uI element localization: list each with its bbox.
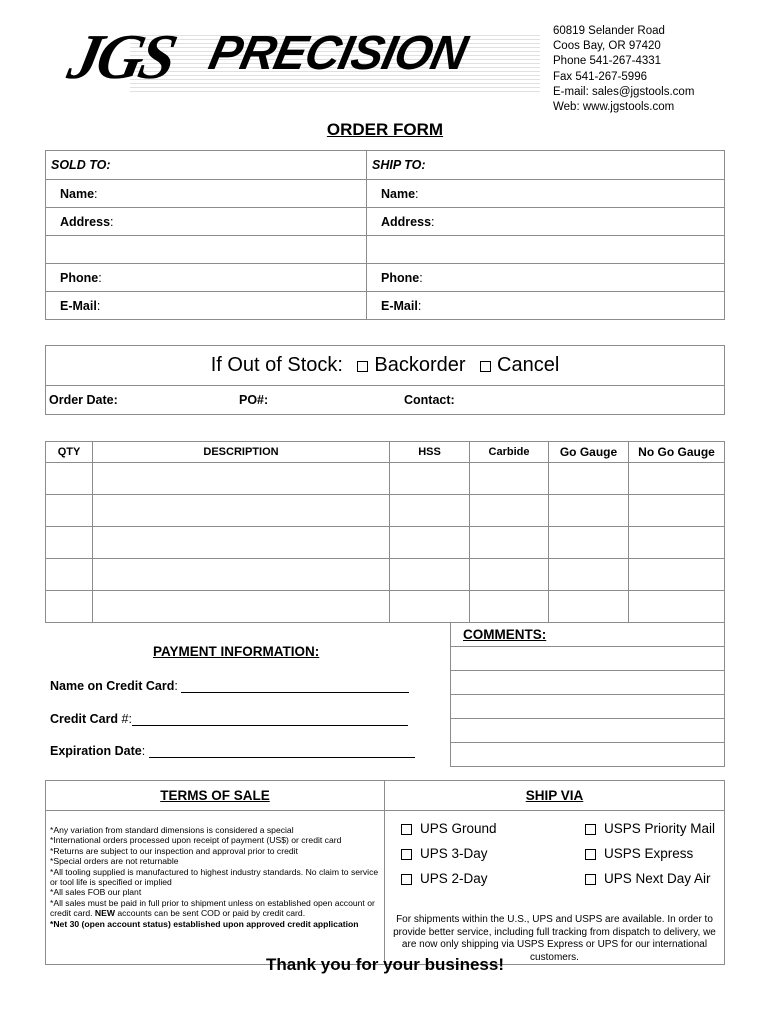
ship-to-phone-colon: : — [419, 270, 423, 285]
backorder-checkbox[interactable] — [357, 361, 368, 372]
credit-card-input[interactable] — [132, 713, 408, 726]
ship-to-heading: SHIP TO: — [372, 158, 426, 172]
hss-cell[interactable] — [390, 495, 470, 527]
qty-cell[interactable] — [46, 527, 93, 559]
qty-cell[interactable] — [46, 591, 93, 623]
ship-to-name-colon: : — [415, 186, 419, 201]
comments-heading: COMMENTS: — [463, 626, 547, 642]
usps-express-label: USPS Express — [604, 846, 694, 861]
col-go-gauge: Go Gauge — [549, 442, 629, 463]
no-go-gauge-cell[interactable] — [629, 527, 725, 559]
comments-header — [451, 623, 725, 647]
ship-to-name-label: Name — [381, 186, 416, 201]
company-city: Coos Bay, OR 97420 — [553, 40, 661, 53]
go-gauge-cell[interactable] — [549, 559, 629, 591]
ship-to-email-colon: : — [417, 298, 422, 313]
comments-table — [450, 622, 725, 767]
cancel-label: Cancel — [497, 354, 560, 376]
company-address: 60819 Selander Road — [553, 25, 665, 37]
table-row — [46, 527, 725, 559]
sold-to-heading: SOLD TO: — [51, 158, 111, 172]
no-go-gauge-cell[interactable] — [629, 591, 725, 623]
ship-via-body — [385, 811, 725, 965]
ship-to-phone-field[interactable] — [367, 264, 725, 292]
ups-2day-label: UPS 2-Day — [420, 871, 488, 886]
sold-to-email-label: E-Mail — [60, 298, 97, 313]
description-cell[interactable] — [93, 463, 390, 495]
ship-to-phone-label: Phone — [381, 270, 420, 285]
sold-to-phone-label: Phone — [60, 270, 99, 285]
carbide-cell[interactable] — [470, 559, 549, 591]
terms-line: *All sales FOB our plant — [50, 887, 142, 898]
po-label: PO#: — [239, 393, 269, 407]
sold-to-email-colon: : — [96, 298, 101, 313]
cancel-checkbox[interactable] — [480, 361, 491, 372]
company-contact-block — [553, 24, 694, 115]
hss-cell[interactable] — [390, 463, 470, 495]
expiration-input[interactable] — [149, 745, 415, 758]
ship-to-address-colon: : — [431, 214, 435, 229]
comments-line[interactable] — [451, 743, 725, 767]
out-of-stock-label: If Out of Stock: — [210, 354, 343, 376]
comments-line[interactable] — [451, 647, 725, 671]
credit-card-row — [50, 712, 408, 726]
ship-option-ups-next-day[interactable] — [585, 871, 711, 886]
carbide-cell[interactable] — [470, 591, 549, 623]
ship-option-usps-priority[interactable] — [585, 821, 715, 836]
ship-to-email-label: E-Mail — [381, 298, 418, 313]
ups-2day-checkbox[interactable] — [401, 874, 412, 885]
sold-to-phone-colon: : — [98, 270, 102, 285]
col-qty: QTY — [46, 442, 93, 463]
ups-3day-label: UPS 3-Day — [420, 846, 488, 861]
payment-heading: PAYMENT INFORMATION: — [153, 644, 320, 659]
ship-to-address-line-2[interactable] — [367, 236, 725, 264]
ship-to-address-label: Address — [381, 214, 432, 229]
terms-line-emphasis: NEW — [94, 908, 115, 919]
qty-cell[interactable] — [46, 463, 93, 495]
items-header-row — [46, 442, 725, 463]
go-gauge-cell[interactable] — [549, 463, 629, 495]
credit-card-label: Credit Card — [50, 712, 119, 726]
ship-via-note: For shipments within the U.S., UPS and USPS are available. In order to provide better service, including full tracking from dispatch to delivery, we are now only shipping via USPS Express or UPS for our international customers. — [393, 914, 716, 963]
expiration-colon: : — [141, 744, 146, 758]
terms-heading: TERMS OF SALE — [160, 787, 270, 803]
no-go-gauge-cell[interactable] — [629, 495, 725, 527]
comments-line[interactable] — [451, 671, 725, 695]
sold-to-address-colon: : — [110, 214, 114, 229]
sold-to-name-field[interactable] — [46, 180, 367, 208]
sold-to-phone-field[interactable] — [46, 264, 367, 292]
name-on-card-label: Name on Credit Card — [50, 679, 175, 693]
sold-to-address-field[interactable] — [46, 208, 367, 236]
go-gauge-cell[interactable] — [549, 591, 629, 623]
terms-text — [50, 825, 382, 929]
description-cell[interactable] — [93, 527, 390, 559]
name-on-card-input[interactable] — [181, 680, 409, 693]
terms-shipvia-table — [45, 780, 725, 965]
ship-option-ups-3day[interactable] — [401, 846, 488, 861]
hss-cell[interactable] — [390, 559, 470, 591]
ship-options — [391, 821, 718, 901]
table-row — [46, 559, 725, 591]
terms-line: *Special orders are not returnable — [50, 856, 179, 867]
address-table — [45, 150, 725, 320]
no-go-gauge-cell[interactable] — [629, 463, 725, 495]
comments-line[interactable] — [451, 695, 725, 719]
contact-label: Contact: — [404, 393, 455, 407]
terms-line-part: *All sales must be paid in full prior to shipment unless on established open account or credit card. — [50, 897, 375, 919]
ups-3day-checkbox[interactable] — [401, 849, 412, 860]
description-cell[interactable] — [93, 559, 390, 591]
ship-option-ups-2day[interactable] — [401, 871, 488, 886]
terms-line: *All tooling supplied is manufactured to highest industry standards. No claim to service or tool life is specified or implied — [50, 866, 379, 888]
carbide-cell[interactable] — [470, 527, 549, 559]
form-title: ORDER FORM — [326, 120, 444, 139]
terms-body — [46, 811, 385, 965]
po-field[interactable] — [239, 386, 404, 415]
description-cell[interactable] — [93, 591, 390, 623]
col-carbide: Carbide — [470, 442, 549, 463]
expiration-row — [50, 744, 415, 758]
thank-you-message: Thank you for your business! — [265, 955, 505, 974]
ship-via-heading: SHIP VIA — [525, 787, 584, 803]
terms-line: *International orders processed upon receipt of payment (US$) or credit card — [50, 835, 342, 846]
items-table — [45, 441, 725, 623]
order-date-field[interactable] — [46, 386, 240, 415]
terms-line — [50, 898, 382, 919]
hss-cell[interactable] — [390, 591, 470, 623]
order-info-table — [45, 345, 725, 415]
ship-to-address-field[interactable] — [367, 208, 725, 236]
name-on-card-row — [50, 679, 409, 693]
terms-line: *Any variation from standard dimensions is considered a special — [50, 825, 294, 835]
hss-cell[interactable] — [390, 527, 470, 559]
carbide-cell[interactable] — [470, 495, 549, 527]
ups-ground-label: UPS Ground — [420, 821, 497, 836]
company-logo — [62, 21, 540, 100]
out-of-stock-row — [46, 346, 725, 386]
ship-to-header — [367, 151, 725, 180]
go-gauge-cell[interactable] — [549, 527, 629, 559]
carbide-cell[interactable] — [470, 463, 549, 495]
order-date-label: Order Date: — [49, 393, 118, 407]
table-row — [46, 495, 725, 527]
credit-card-number-suffix: #: — [118, 712, 132, 726]
ship-option-usps-express[interactable] — [585, 846, 693, 861]
description-cell[interactable] — [93, 495, 390, 527]
expiration-label: Expiration Date — [50, 744, 142, 758]
table-row — [46, 463, 725, 495]
terms-line: *Returns are subject to our inspection and approval prior to credit — [50, 845, 298, 856]
ship-option-ups-ground[interactable] — [401, 821, 497, 836]
usps-priority-label: USPS Priority Mail — [604, 821, 716, 836]
company-web: Web: www.jgstools.com — [553, 101, 675, 114]
ship-to-name-field[interactable] — [367, 180, 725, 208]
comments-line[interactable] — [451, 719, 725, 743]
sold-to-address-label: Address — [60, 214, 111, 229]
qty-cell[interactable] — [46, 559, 93, 591]
ship-to-email-field[interactable] — [367, 292, 725, 320]
logo-text-precision: PRECISION — [204, 27, 471, 80]
ups-next-day-label: UPS Next Day Air — [604, 871, 711, 886]
col-hss: HSS — [390, 442, 470, 463]
ups-ground-checkbox[interactable] — [401, 824, 412, 835]
qty-cell[interactable] — [46, 495, 93, 527]
sold-to-header — [46, 151, 367, 180]
usps-priority-checkbox[interactable] — [585, 824, 596, 835]
terms-header — [46, 781, 385, 811]
contact-field[interactable] — [404, 386, 725, 415]
col-description: DESCRIPTION — [93, 442, 390, 463]
terms-line: *Net 30 (open account status) established upon approved credit application — [50, 918, 359, 929]
no-go-gauge-cell[interactable] — [629, 559, 725, 591]
company-fax: Fax 541-267-5996 — [553, 70, 647, 83]
sold-to-email-field[interactable] — [46, 292, 367, 320]
go-gauge-cell[interactable] — [549, 495, 629, 527]
company-phone: Phone 541-267-4331 — [553, 55, 662, 68]
logo-text-jgs: JGS — [62, 21, 180, 92]
table-row — [46, 591, 725, 623]
sold-to-name-label: Name — [60, 186, 95, 201]
ups-next-day-checkbox[interactable] — [585, 874, 596, 885]
backorder-label: Backorder — [374, 354, 466, 376]
terms-line-part: accounts can be sent COD or paid by credit card. — [114, 908, 306, 919]
company-email: E-mail: sales@jgstools.com — [553, 85, 695, 98]
sold-to-name-colon: : — [94, 186, 98, 201]
name-on-card-colon: : — [174, 679, 178, 693]
sold-to-address-line-2[interactable] — [46, 236, 367, 264]
ship-via-header — [385, 781, 725, 811]
usps-express-checkbox[interactable] — [585, 849, 596, 860]
col-no-go-gauge: No Go Gauge — [629, 442, 725, 463]
